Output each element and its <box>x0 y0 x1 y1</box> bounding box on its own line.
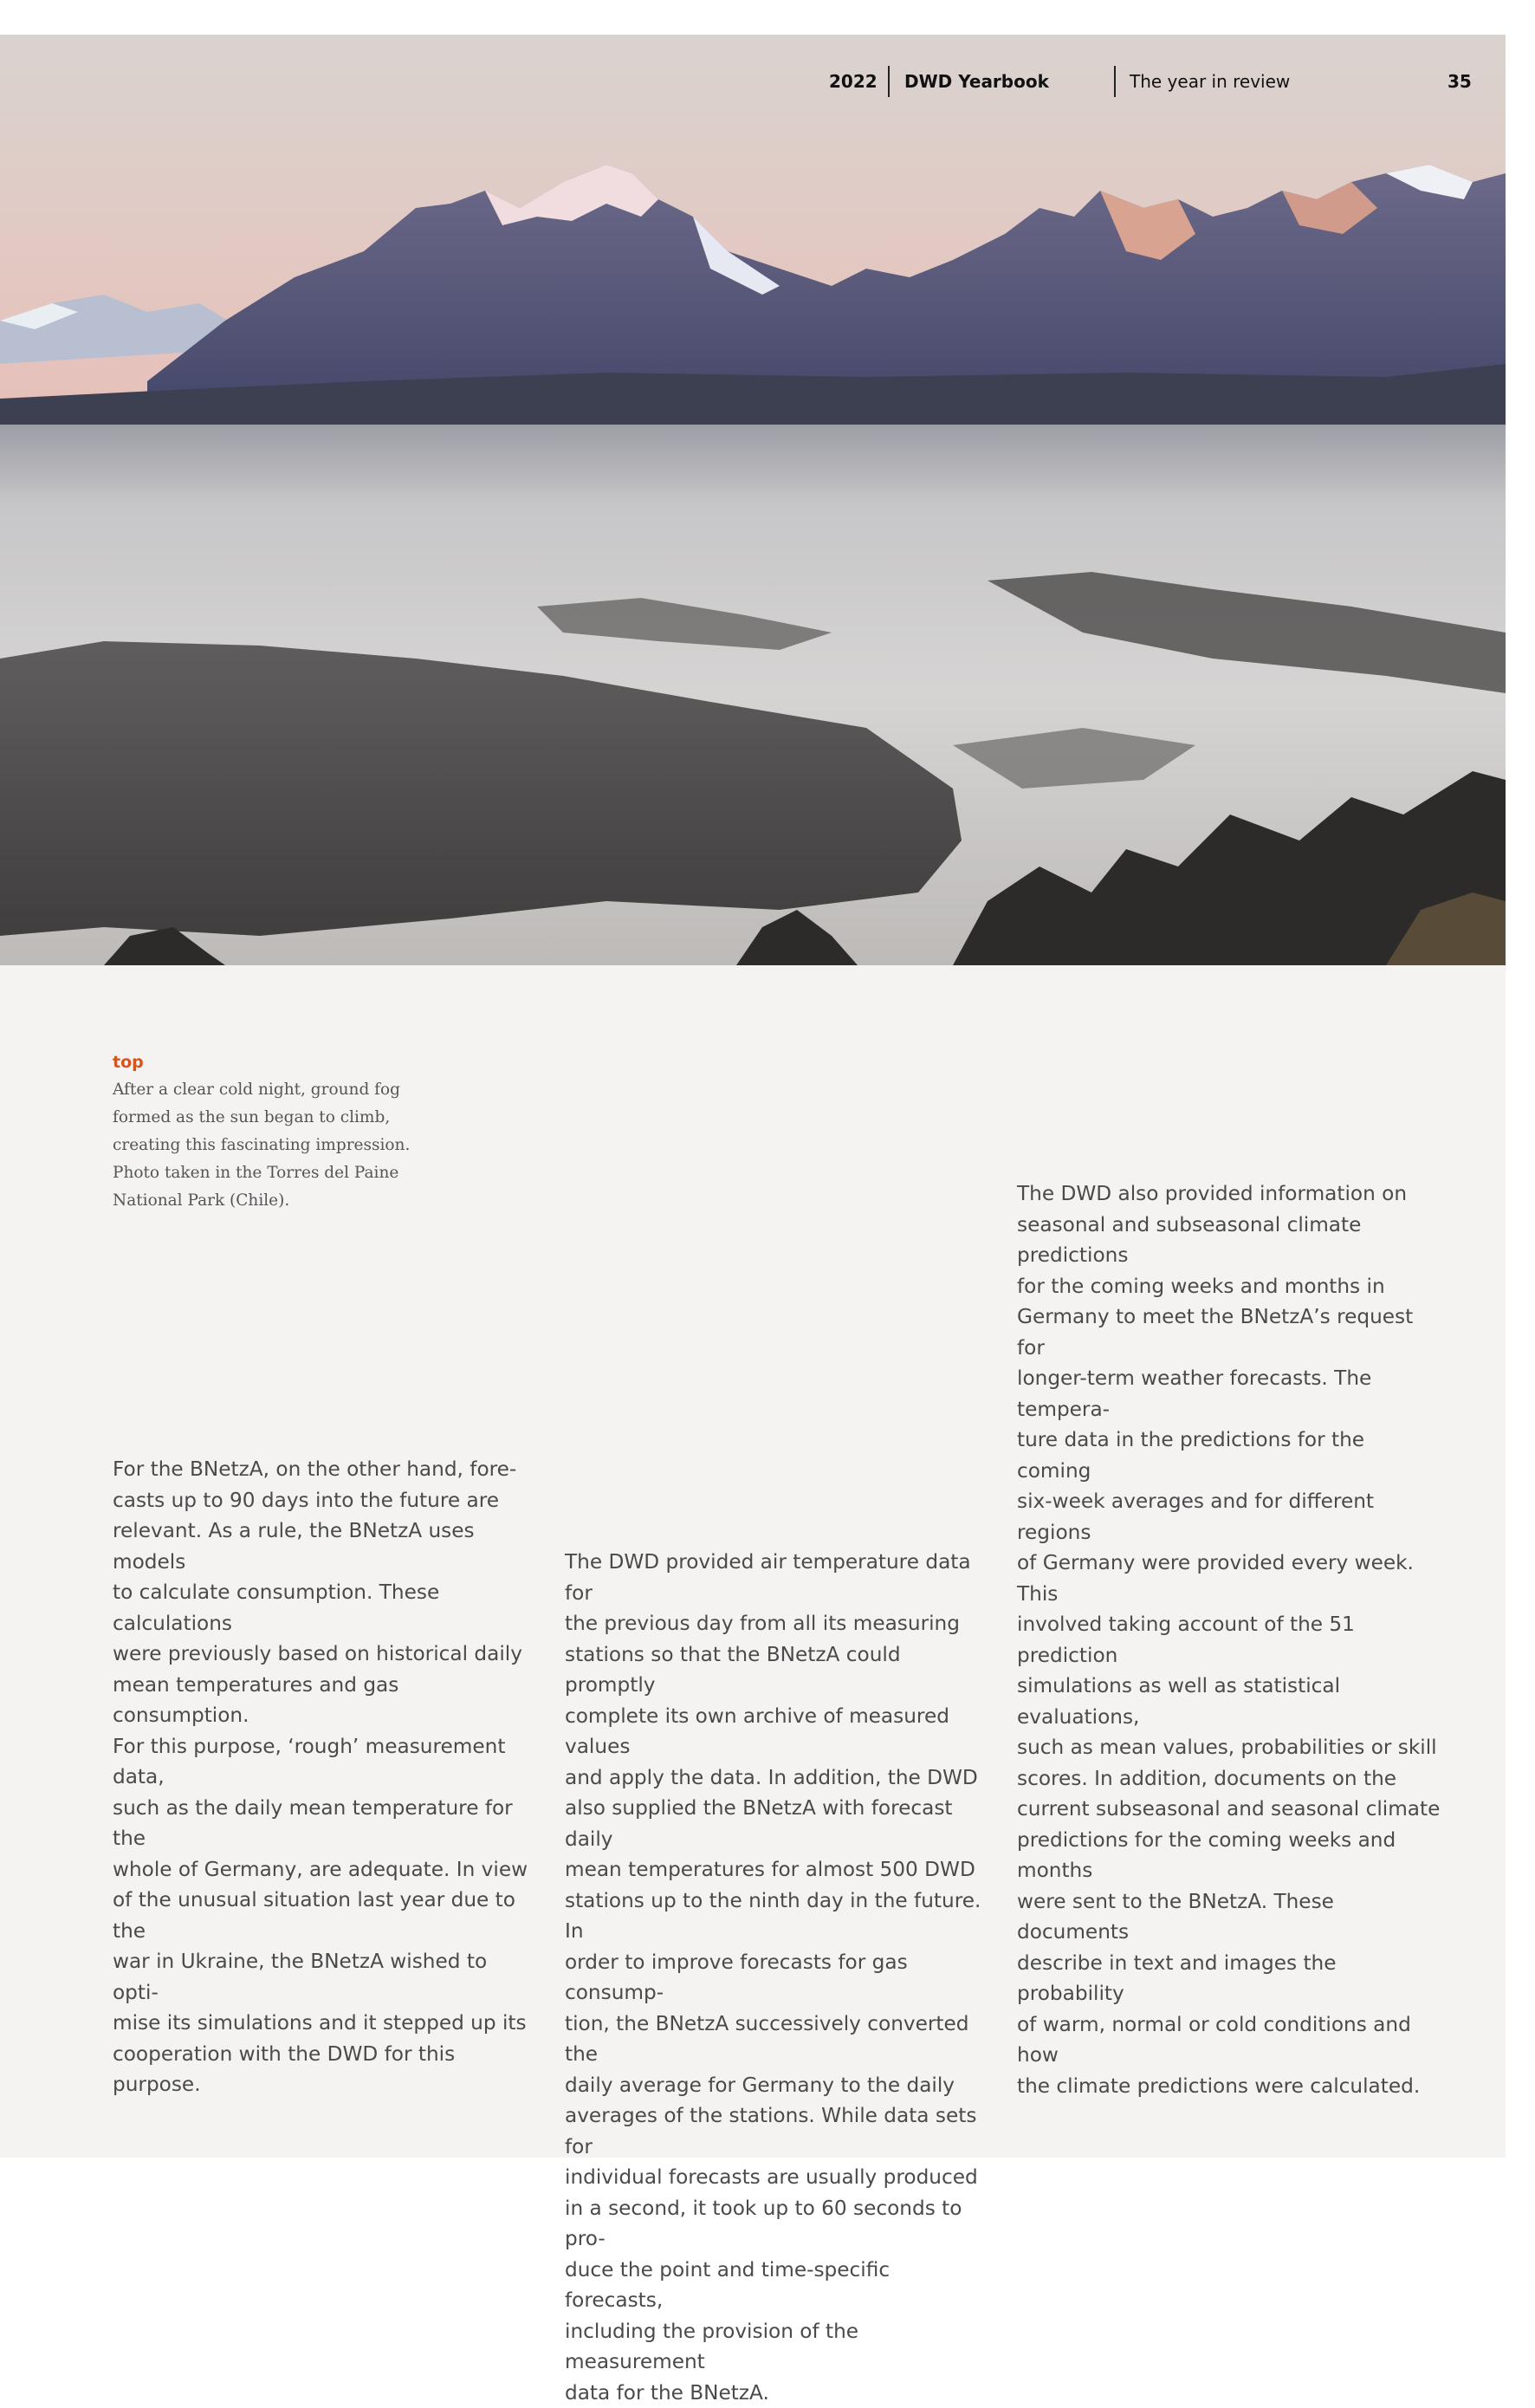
text-line: including the provision of the measurement <box>565 2316 991 2378</box>
text-line: such as mean values, probabilities or skill <box>1017 1732 1443 1763</box>
text-line: order to improve forecasts for gas consump- <box>565 1947 991 2009</box>
text-line: data for the BNetzA. <box>565 2378 991 2408</box>
text-column-1 <box>113 1454 539 2100</box>
text-line: were sent to the BNetzA. These documents <box>1017 1886 1443 1948</box>
caption-line: creating this fascinating impression. <box>113 1132 424 1159</box>
text-line: longer-term weather forecasts. The tempera- <box>1017 1363 1443 1425</box>
text-line: stations so that the BNetzA could promptly <box>565 1639 991 1701</box>
text-line: Germany to meet the BNetzA’s request for <box>1017 1301 1443 1363</box>
text-line: averages of the stations. While data sets for <box>565 2100 991 2162</box>
text-line: relevant. As a rule, the BNetzA uses models <box>113 1516 539 1577</box>
text-line: stations up to the ninth day in the future. In <box>565 1886 991 1947</box>
text-line: of the unusual situation last year due to the <box>113 1885 539 1946</box>
text-line: mean temperatures and gas consumption. <box>113 1670 539 1731</box>
text-line: for the coming weeks and months in <box>1017 1271 1443 1302</box>
text-line: also supplied the BNetzA with forecast daily <box>565 1793 991 1854</box>
text-line: in a second, it took up to 60 seconds to pro- <box>565 2193 991 2255</box>
text-line: scores. In addition, documents on the <box>1017 1763 1443 1795</box>
text-line: of warm, normal or cold conditions and how <box>1017 2009 1443 2071</box>
text-line: For this purpose, ‘rough’ measurement data, <box>113 1731 539 1793</box>
text-line: the climate predictions were calculated. <box>1017 2071 1443 2102</box>
text-line: cooperation with the DWD for this purpose. <box>113 2039 539 2100</box>
header-year: 2022 <box>829 66 878 97</box>
caption-line: National Park (Chile). <box>113 1187 424 1215</box>
text-line: complete its own archive of measured values <box>565 1701 991 1762</box>
text-line: The DWD also provided information on <box>1017 1178 1443 1210</box>
text-line: mean temperatures for almost 500 DWD <box>565 1854 991 1886</box>
text-line: individual forecasts are usually produced <box>565 2162 991 2193</box>
text-line: involved taking account of the 51 prediction <box>1017 1609 1443 1671</box>
text-line: simulations as well as statistical evaluations, <box>1017 1671 1443 1732</box>
caption-label: top <box>113 1048 424 1076</box>
text-line: daily average for Germany to the daily <box>565 2070 991 2101</box>
caption-line: After a clear cold night, ground fog <box>113 1076 424 1104</box>
text-line: were previously based on historical daily <box>113 1639 539 1670</box>
header-divider <box>888 66 890 97</box>
text-line: war in Ukraine, the BNetzA wished to opti- <box>113 1946 539 2008</box>
text-column-2 <box>565 1547 991 2408</box>
text-line: ture data in the predictions for the coming <box>1017 1425 1443 1486</box>
text-line: describe in text and images the probability <box>1017 1948 1443 2009</box>
text-line: mise its simulations and it stepped up its <box>113 2008 539 2039</box>
page-number: 35 <box>1448 66 1472 97</box>
text-line: seasonal and subseasonal climate predictions <box>1017 1210 1443 1271</box>
text-line: For the BNetzA, on the other hand, fore- <box>113 1454 539 1485</box>
caption-line: Photo taken in the Torres del Paine <box>113 1159 424 1187</box>
text-line: current subseasonal and seasonal climate <box>1017 1794 1443 1825</box>
photo-caption <box>113 1048 424 1215</box>
text-line: to calculate consumption. These calculations <box>113 1577 539 1639</box>
header-publication: DWD Yearbook <box>904 66 1049 97</box>
text-line: the previous day from all its measuring <box>565 1608 991 1639</box>
text-line: duce the point and time-specific forecasts, <box>565 2255 991 2316</box>
text-line: six-week averages and for different regions <box>1017 1486 1443 1548</box>
text-line: of Germany were provided every week. This <box>1017 1548 1443 1609</box>
text-line: whole of Germany, are adequate. In view <box>113 1854 539 1886</box>
text-line: predictions for the coming weeks and months <box>1017 1825 1443 1886</box>
text-column-3 <box>1017 1178 1443 2101</box>
text-line: casts up to 90 days into the future are <box>113 1485 539 1516</box>
header-divider <box>1114 66 1116 97</box>
text-line: such as the daily mean temperature for the <box>113 1793 539 1854</box>
text-line: The DWD provided air temperature data for <box>565 1547 991 1608</box>
photo-torres-del-paine-fog <box>0 35 1506 965</box>
header-section: The year in review <box>1130 66 1290 97</box>
text-line: tion, the BNetzA successively converted the <box>565 2009 991 2070</box>
caption-line: formed as the sun began to climb, <box>113 1104 424 1132</box>
page <box>0 35 1506 2158</box>
text-line: and apply the data. In addition, the DWD <box>565 1762 991 1794</box>
running-header <box>0 66 1506 97</box>
